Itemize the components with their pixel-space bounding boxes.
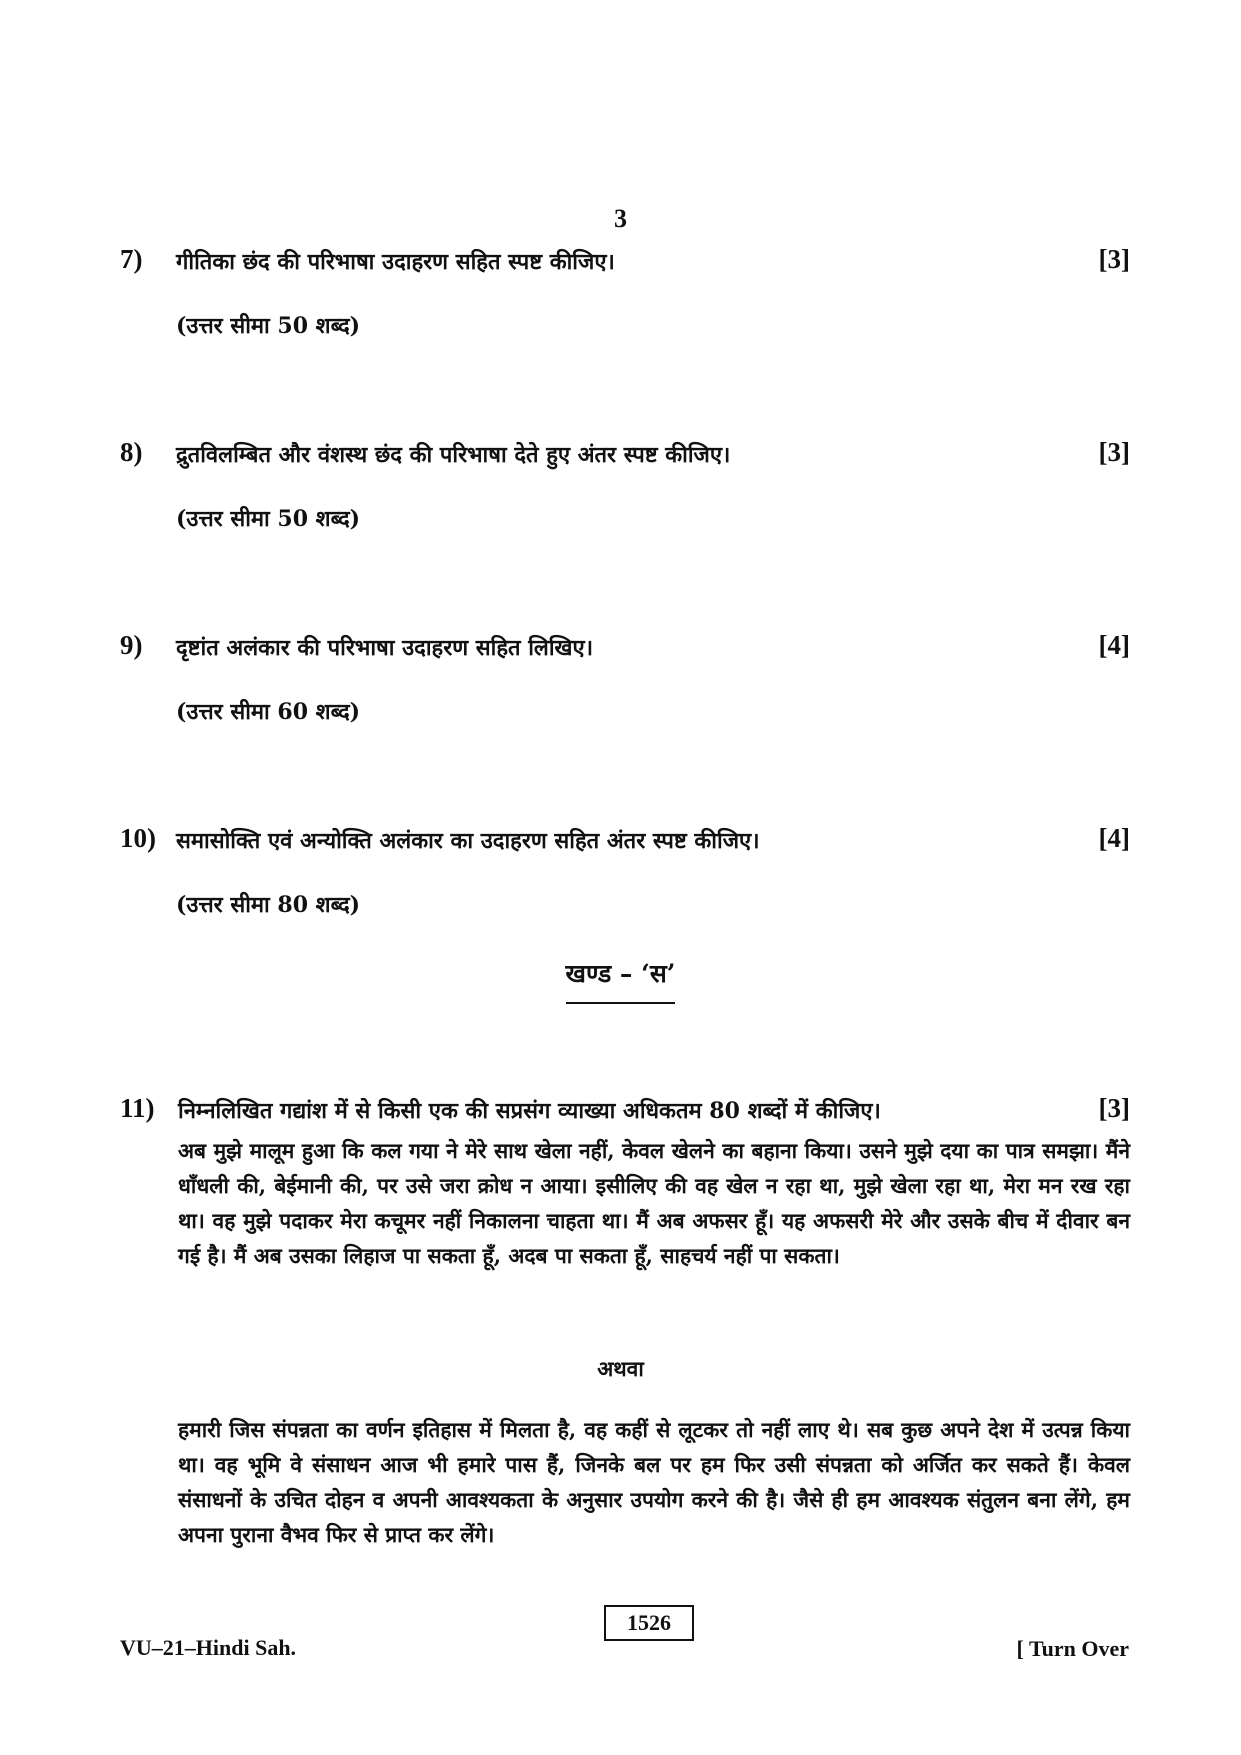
question-11: [120, 1093, 1130, 1133]
question-text: निम्नलिखित गद्यांश में से किसी एक की सप्रसंग व्याख्या अधिकतम 80 शब्दों में कीजिए।: [178, 1098, 881, 1124]
paper-number-box: 1526: [604, 1605, 694, 1641]
question-7: [120, 244, 1130, 339]
answer-limit: (उत्तर सीमा 60 शब्द): [176, 699, 361, 725]
section-heading-text: खण्ड – ‘स’: [566, 956, 676, 1004]
question-number: 8): [120, 437, 143, 467]
question-marks: [3]: [1098, 437, 1130, 467]
question-8: [120, 437, 1130, 532]
or-separator: अथवा: [597, 1356, 644, 1381]
question-number: 7): [120, 244, 143, 274]
passage-one: अब मुझे मालूम हुआ कि कल गया ने मेरे साथ खेला नहीं, केवल खेलने का बहाना किया। उसने मुझे दया का पात्र समझा। मैंने धाँधली की, बेईमानी की, पर उसे जरा क्रोध न आया। इसीलिए की वह खेल न रहा था, मुझे खेला रहा था, मेरा मन रख रहा था। वह मुझे पदाकर मेरा कचूमर नहीं निकालना चाहता था। मैं अब अफसर हूँ। यह अफसरी मेरे और उसके बीच में दीवार बन गई है। मैं अब उसका लिहाज पा सकता हूँ, अदब पा सकता हूँ, साहचर्य नहीं पा सकता।: [178, 1138, 1130, 1268]
question-number: 11): [120, 1093, 155, 1123]
question-10: [120, 823, 1130, 918]
question-number: 9): [120, 630, 143, 660]
question-text: समासोक्ति एवं अन्योक्ति अलंकार का उदाहरण सहित अंतर स्पष्ट कीजिए।: [176, 828, 760, 854]
paper-code: VU–21–Hindi Sah.: [120, 1635, 297, 1660]
question-9: [120, 630, 1130, 725]
question-marks: [4]: [1098, 823, 1130, 853]
turn-over-label: [ Turn Over: [1016, 1636, 1129, 1661]
answer-limit: (उत्तर सीमा 50 शब्द): [176, 313, 361, 339]
question-text: द्रुतविलम्बित और वंशस्थ छंद की परिभाषा देते हुए अंतर स्पष्ट कीजिए।: [176, 442, 731, 468]
question-marks: [4]: [1098, 630, 1130, 660]
answer-limit: (उत्तर सीमा 80 शब्द): [176, 892, 361, 918]
section-heading: [0, 956, 1241, 1004]
question-marks: [3]: [1098, 244, 1130, 274]
question-text: गीतिका छंद की परिभाषा उदाहरण सहित स्पष्ट कीजिए।: [176, 249, 615, 275]
answer-limit: (उत्तर सीमा 50 शब्द): [176, 506, 361, 532]
question-text: दृष्टांत अलंकार की परिभाषा उदाहरण सहित लिखिए।: [176, 635, 594, 661]
question-marks: [3]: [1098, 1093, 1130, 1123]
page-number: 3: [614, 204, 627, 233]
question-number: 10): [120, 823, 156, 853]
passage-two: हमारी जिस संपन्नता का वर्णन इतिहास में मिलता है, वह कहीं से लूटकर तो नहीं लाए थे। सब कुछ अपने देश में उत्पन्न किया था। वह भूमि वे संसाधन आज भी हमारे पास हैं, जिनके बल पर हम फिर उसी संपन्नता को अर्जित कर सकते हैं। केवल संसाधनों के उचित दोहन व अपनी आवश्यकता के अनुसार उपयोग करने की है। जैसे ही हम आवश्यक संतुलन बना लेंगे, हम अपना पुराना वैभव फिर से प्राप्त कर लेंगे।: [178, 1417, 1130, 1547]
